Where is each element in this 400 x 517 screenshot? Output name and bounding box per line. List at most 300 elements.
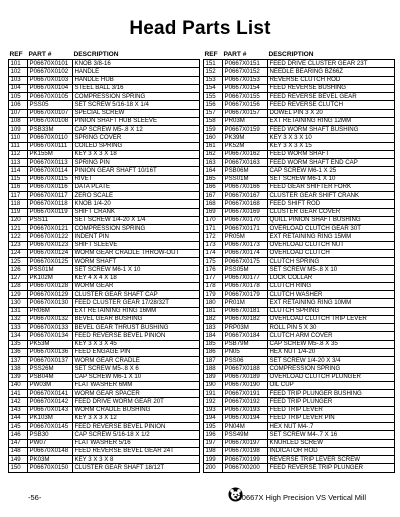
page-title: Head Parts List <box>129 18 271 39</box>
part-number-cell: P06670X0104 <box>28 84 73 92</box>
part-number-cell: P0667X0154 <box>223 84 268 92</box>
table-row <box>204 60 395 68</box>
part-number-cell: P06670X0143 <box>28 406 73 414</box>
description-cell: FEED TRIP LEVER <box>268 406 395 414</box>
part-number-cell: P06670X0117 <box>28 192 73 200</box>
table-row <box>204 464 395 472</box>
part-number-cell: P06670X0129 <box>28 291 73 299</box>
description-cell: KEY 3 X 3 X 18 <box>73 150 200 158</box>
ref-cell: 172 <box>204 233 223 241</box>
ref-cell: 193 <box>204 406 223 414</box>
ref-cell: 138 <box>9 365 28 373</box>
description-cell: FEED DRIVE WORM GEAR 20T <box>73 398 200 406</box>
column-header-ref: REF <box>204 51 218 59</box>
ref-cell: 152 <box>204 68 223 76</box>
table-row <box>9 431 200 439</box>
ref-cell: 111 <box>9 142 28 150</box>
ref-cell: 165 <box>204 175 223 183</box>
description-cell: CAP SCREW 5/16-18 X 1/2 <box>73 431 200 439</box>
table-row <box>204 249 395 257</box>
part-number-cell: P0667X0152 <box>223 68 268 76</box>
part-number-cell: PRP03M <box>223 324 268 332</box>
part-number-cell: PR01M <box>223 299 268 307</box>
part-number-cell: PK39M <box>223 134 268 142</box>
part-number-cell: PSS01M <box>223 175 268 183</box>
table-row <box>9 315 200 323</box>
description-cell: SET SCREW M6-1 X 10 <box>73 266 200 274</box>
description-cell: CAP SCREW M6-1 X 10 <box>73 373 200 381</box>
part-number-cell: P0667X0166 <box>223 183 268 191</box>
description-cell: HEX NUT 1/4-20 <box>268 348 395 356</box>
ref-cell: 169 <box>204 208 223 216</box>
ref-cell: 124 <box>9 249 28 257</box>
description-cell: HEX NUT M4-.7 <box>268 423 395 431</box>
description-cell: CLUTCH ARM COVER <box>268 332 395 340</box>
part-number-cell: P0667X0151 <box>223 60 268 68</box>
table-row <box>9 117 200 125</box>
part-number-cell: PSS05 <box>28 101 73 109</box>
table-row <box>9 109 200 117</box>
ref-cell: 175 <box>204 258 223 266</box>
part-number-cell: PW03M <box>28 381 73 389</box>
part-number-cell: P06670X0124 <box>28 249 73 257</box>
part-number-cell: P06670X0142 <box>28 398 73 406</box>
description-cell: WORM SHAFT <box>73 258 200 266</box>
description-cell: KEY 3 X 3 X 8 <box>73 456 200 464</box>
table-row <box>204 373 395 381</box>
description-cell: KNURLED SCREW <box>268 439 395 447</box>
description-cell: WORM GEAR CRADLE THROW-OUT <box>73 249 200 257</box>
table-row <box>9 373 200 381</box>
table-row <box>204 307 395 315</box>
table-row <box>204 150 395 158</box>
description-cell: LOCK COLLAR <box>268 274 395 282</box>
description-cell: EXT RETAINING RING 10MM <box>268 299 395 307</box>
part-number-cell: P06670X0150 <box>28 464 73 472</box>
part-number-cell: P06670X0110 <box>28 134 73 142</box>
table-row <box>9 150 200 158</box>
ref-cell: 163 <box>204 159 223 167</box>
table-row <box>9 423 200 431</box>
description-cell: CLUTCH SPRING <box>268 307 395 315</box>
table-row <box>204 225 395 233</box>
table-row <box>204 414 395 422</box>
part-number-cell: P06670X0123 <box>28 241 73 249</box>
table-row <box>204 332 395 340</box>
description-cell: HANDLE <box>73 68 200 76</box>
part-number-cell: P0667X0162 <box>223 150 268 158</box>
description-cell: FEED REVERSE BUSHING <box>268 84 395 92</box>
table-row <box>9 274 200 282</box>
table-row <box>204 216 395 224</box>
part-number-cell: P0667X0178 <box>223 282 268 290</box>
description-cell: KEY 3 X 3 X 10 <box>268 134 395 142</box>
description-cell: CAP SCREW M5-.8 X 12 <box>73 126 200 134</box>
ref-cell: 160 <box>204 134 223 142</box>
description-cell: OVERLOAD CLUTCH NUT <box>268 241 395 249</box>
description-cell: SET SCREW 1/4-20 X 1/4 <box>73 216 200 224</box>
part-number-cell: P0667X0184 <box>223 332 268 340</box>
part-number-cell: P06670X0122 <box>28 233 73 241</box>
table-row <box>204 357 395 365</box>
table-row <box>9 241 200 249</box>
page-footer <box>0 491 400 507</box>
part-number-cell: PSS49M <box>223 431 268 439</box>
table-row <box>204 200 395 208</box>
part-number-cell: P0667X0155 <box>223 93 268 101</box>
table-row <box>204 101 395 109</box>
part-number-cell: P0667X0200 <box>223 464 268 472</box>
description-cell: SET SCREW 5/16-18 X 1/4 <box>73 101 200 109</box>
part-number-cell: P06670X0121 <box>28 225 73 233</box>
ref-cell: 157 <box>204 109 223 117</box>
parts-table-right <box>203 50 395 473</box>
ref-cell: 173 <box>204 241 223 249</box>
ref-cell: 190 <box>204 381 223 389</box>
ref-cell: 127 <box>9 274 28 282</box>
part-number-cell: P0667X0157 <box>223 109 268 117</box>
description-cell: FEED REVERSE BEVEL PINION <box>73 332 200 340</box>
ref-cell: 131 <box>9 307 28 315</box>
column-header-description: DESCRIPTION <box>268 51 314 59</box>
table-row <box>204 68 395 76</box>
table-row <box>204 233 395 241</box>
table-row <box>204 126 395 134</box>
description-cell: SET SCREW 1/4-20 X 3/4 <box>268 357 395 365</box>
description-cell: PINION GEAR SHAFT 10/16T <box>73 167 200 175</box>
part-number-cell: P0667X0171 <box>223 225 268 233</box>
ref-cell: 134 <box>9 332 28 340</box>
part-number-cell: P0667X0177 <box>223 274 268 282</box>
part-number-cell: P0667X0163 <box>223 159 268 167</box>
footer-model-text: G0667X High Precision VS Vertical Mill <box>235 493 366 502</box>
part-number-cell: P06670X0148 <box>28 447 73 455</box>
description-cell: COILED SPRING <box>73 142 200 150</box>
ref-cell: 125 <box>9 258 28 266</box>
description-cell: FEED SHIFT ROD <box>268 200 395 208</box>
part-number-cell: P0667X0174 <box>223 249 268 257</box>
description-cell: DOWEL PIN 3 X 20 <box>268 109 395 117</box>
ref-cell: 107 <box>9 109 28 117</box>
column-header-description: DESCRIPTION <box>73 51 119 59</box>
table-row <box>9 258 200 266</box>
part-number-cell: P0667X0182 <box>223 315 268 323</box>
ref-cell: 121 <box>9 225 28 233</box>
description-cell: BEVEL GEAR THRUST BUSHING <box>73 324 200 332</box>
column-header-part: PART # <box>28 51 52 59</box>
parts-table-left <box>8 50 200 473</box>
ref-cell: 113 <box>9 159 28 167</box>
table-row <box>204 167 395 175</box>
table-row <box>204 406 395 414</box>
ref-cell: 154 <box>204 84 223 92</box>
ref-cell: 109 <box>9 126 28 134</box>
part-number-cell: PR06M <box>28 307 73 315</box>
ref-cell: 181 <box>204 307 223 315</box>
table-row <box>9 76 200 84</box>
table-row <box>204 324 395 332</box>
part-number-cell: PSB04M <box>28 373 73 381</box>
ref-cell: 188 <box>204 365 223 373</box>
ref-cell: 140 <box>9 381 28 389</box>
part-number-cell: P06670X0125 <box>28 258 73 266</box>
ref-cell: 105 <box>9 93 28 101</box>
part-number-cell: P06670X0133 <box>28 324 73 332</box>
ref-cell: 136 <box>9 348 28 356</box>
description-cell: FLAT WASHER 6MM <box>73 381 200 389</box>
description-cell: FEED WORM SHAFT BUSHING <box>268 126 395 134</box>
table-row <box>204 159 395 167</box>
ref-cell: 112 <box>9 150 28 158</box>
part-number-cell: PSS05M <box>223 266 268 274</box>
table-row <box>9 200 200 208</box>
table-row <box>9 291 200 299</box>
table-row <box>9 381 200 389</box>
ref-cell: 192 <box>204 398 223 406</box>
part-number-cell: P06670X0136 <box>28 348 73 356</box>
description-cell: SET SCREW M4-.7 X 16 <box>268 431 395 439</box>
part-number-cell: P06670X0134 <box>28 332 73 340</box>
description-cell: ROLL PIN 5 X 30 <box>268 324 395 332</box>
table-row <box>9 60 200 68</box>
description-cell: KNOB 3/8-16 <box>73 60 200 68</box>
description-cell: HANDLE HUB <box>73 76 200 84</box>
ref-cell: 150 <box>9 464 28 472</box>
ref-cell: 117 <box>9 192 28 200</box>
table-row <box>204 93 395 101</box>
description-cell: COMPRESSION SPRING <box>268 365 395 373</box>
description-cell: OVERLOAD CLUTCH <box>268 249 395 257</box>
table-row <box>204 282 395 290</box>
ref-cell: 103 <box>9 76 28 84</box>
description-cell: FEED REVERSE CLUTCH <box>268 101 395 109</box>
table-row <box>9 68 200 76</box>
description-cell: FLAT WASHER 5/16 <box>73 439 200 447</box>
ref-cell: 183 <box>204 324 223 332</box>
table-row <box>204 192 395 200</box>
ref-cell: 184 <box>204 332 223 340</box>
table-row <box>9 398 200 406</box>
part-number-cell: P06670X0111 <box>28 142 73 150</box>
description-cell: SHIFT CRANK <box>73 208 200 216</box>
part-number-cell: P0667X0159 <box>223 126 268 134</box>
ref-cell: 195 <box>204 423 223 431</box>
table-row <box>9 414 200 422</box>
description-cell: FEED GEAR SHIFTER FORK <box>268 183 395 191</box>
description-cell: REVERSE CLUTCH ROD <box>268 76 395 84</box>
table-row <box>204 340 395 348</box>
table-row <box>204 439 395 447</box>
ref-cell: 147 <box>9 439 28 447</box>
ref-cell: 155 <box>204 93 223 101</box>
part-number-cell: P0667X0191 <box>223 390 268 398</box>
ref-cell: 132 <box>9 315 28 323</box>
ref-cell: 130 <box>9 299 28 307</box>
ref-cell: 174 <box>204 249 223 257</box>
description-cell: FEED REVERSE BEVEL GEAR <box>268 93 395 101</box>
ref-cell: 129 <box>9 291 28 299</box>
ref-cell: 199 <box>204 456 223 464</box>
ref-cell: 176 <box>204 266 223 274</box>
table-row <box>204 183 395 191</box>
description-cell: CLUTCH WASHER <box>268 291 395 299</box>
ref-cell: 170 <box>204 216 223 224</box>
part-number-cell: P06670X0113 <box>28 159 73 167</box>
part-number-cell: P06670X0118 <box>28 200 73 208</box>
description-cell: RIVET <box>73 175 200 183</box>
ref-cell: 144 <box>9 414 28 422</box>
table-row <box>9 332 200 340</box>
description-cell: KEY 4 X 4 X 18 <box>73 274 200 282</box>
ref-cell: 122 <box>9 233 28 241</box>
part-number-cell: PK155M <box>28 150 73 158</box>
part-number-cell: P0667X0170 <box>223 216 268 224</box>
table-header-row <box>9 50 200 60</box>
part-number-cell: P0667X0199 <box>223 456 268 464</box>
table-row <box>204 365 395 373</box>
table-row <box>9 192 200 200</box>
table-row <box>9 84 200 92</box>
part-number-cell: P06670X0141 <box>28 390 73 398</box>
table-row <box>9 142 200 150</box>
table-row <box>9 282 200 290</box>
ref-cell: 166 <box>204 183 223 191</box>
ref-cell: 123 <box>9 241 28 249</box>
ref-cell: 102 <box>9 68 28 76</box>
description-cell: INDICATOR ROD <box>268 447 395 455</box>
ref-cell: 151 <box>204 60 223 68</box>
description-cell: FEED TRIP LEVER PIN <box>268 414 395 422</box>
part-number-cell: P06670X0107 <box>28 109 73 117</box>
description-cell: SET SCREW M6-1 X 10 <box>268 175 395 183</box>
ref-cell: 179 <box>204 291 223 299</box>
ref-cell: 159 <box>204 126 223 134</box>
description-cell: CLUSTER GEAR SHAFT 18/12T <box>73 464 200 472</box>
table-row <box>9 216 200 224</box>
ref-cell: 197 <box>204 439 223 447</box>
description-cell: WORM GEAR <box>73 282 200 290</box>
table-row <box>9 357 200 365</box>
table-header-row <box>204 50 395 60</box>
table-row <box>204 274 395 282</box>
ref-cell: 108 <box>9 117 28 125</box>
description-cell: FEED TRIP PLUNGER BUSHING <box>268 390 395 398</box>
part-number-cell: P0667X0153 <box>223 76 268 84</box>
part-number-cell: P06670X0116 <box>28 183 73 191</box>
ref-cell: 115 <box>9 175 28 183</box>
part-number-cell: P06670X0119 <box>28 208 73 216</box>
part-number-cell: PSB06M <box>223 167 268 175</box>
ref-cell: 177 <box>204 274 223 282</box>
ref-cell: 167 <box>204 192 223 200</box>
description-cell: SET SCREW M5-.8 X 6 <box>73 365 200 373</box>
part-number-cell: P06670X0102 <box>28 68 73 76</box>
part-number-cell: PK102M <box>28 274 73 282</box>
ref-cell: 143 <box>9 406 28 414</box>
description-cell: SET SCREW M5-.8 X 10 <box>268 266 395 274</box>
ref-cell: 116 <box>9 183 28 191</box>
table-row <box>204 117 395 125</box>
ref-cell: 120 <box>9 216 28 224</box>
description-cell: ZERO SCALE <box>73 192 200 200</box>
table-row <box>9 390 200 398</box>
description-cell: FEED REVERSE BEVEL GEAR 24T <box>73 447 200 455</box>
description-cell: EXT RETAINING RING 15MM <box>268 233 395 241</box>
ref-cell: 119 <box>9 208 28 216</box>
ref-cell: 128 <box>9 282 28 290</box>
description-cell: STEEL BALL 3/16 <box>73 84 200 92</box>
table-row <box>9 307 200 315</box>
description-cell: CLUSTER GEAR SHAFT CAP <box>73 291 200 299</box>
ref-cell: 191 <box>204 390 223 398</box>
description-cell: COMPRESSION SPRING <box>73 93 200 101</box>
description-cell: INDENT PIN <box>73 233 200 241</box>
table-row <box>204 109 395 117</box>
table-row <box>9 225 200 233</box>
part-number-cell: P0667X0189 <box>223 373 268 381</box>
part-number-cell: P0667X0156 <box>223 101 268 109</box>
ref-cell: 186 <box>204 348 223 356</box>
part-number-cell: PN04M <box>223 423 268 431</box>
ref-cell: 137 <box>9 357 28 365</box>
table-row <box>204 431 395 439</box>
table-row <box>204 76 395 84</box>
ref-cell: 156 <box>204 101 223 109</box>
description-cell: CLUSTER GEAR SHIFT CRANK <box>268 192 395 200</box>
part-number-cell: P06670X0130 <box>28 299 73 307</box>
part-number-cell: PSS26M <box>28 365 73 373</box>
part-number-cell: PK53M <box>28 340 73 348</box>
part-number-cell: PSB30 <box>28 431 73 439</box>
table-row <box>9 208 200 216</box>
description-cell: FEED WORM SHAFT END CAP <box>268 159 395 167</box>
table-row <box>9 324 200 332</box>
part-number-cell: P0667X0169 <box>223 208 268 216</box>
part-number-cell: P06670X0115 <box>28 175 73 183</box>
part-number-cell: P0667X0175 <box>223 258 268 266</box>
part-number-cell: PW07 <box>28 439 73 447</box>
ref-cell: 141 <box>9 390 28 398</box>
table-row <box>9 249 200 257</box>
column-header-ref: REF <box>9 51 23 59</box>
table-row <box>204 348 395 356</box>
ref-cell: 185 <box>204 340 223 348</box>
description-cell: OIL CUP <box>268 381 395 389</box>
table-row <box>204 447 395 455</box>
ref-cell: 162 <box>204 150 223 158</box>
description-cell: CLUTCH SPRING <box>268 258 395 266</box>
part-number-cell: PK03M <box>28 456 73 464</box>
part-number-cell: P06670X0101 <box>28 60 73 68</box>
table-row <box>9 93 200 101</box>
part-number-cell: P0667X0190 <box>223 381 268 389</box>
ref-cell: 118 <box>9 200 28 208</box>
part-number-cell: P06670X0103 <box>28 76 73 84</box>
description-cell: KEY 3 X 3 X 15 <box>268 142 395 150</box>
table-row <box>9 126 200 134</box>
table-row <box>9 365 200 373</box>
ref-cell: 146 <box>9 431 28 439</box>
ref-cell: 158 <box>204 117 223 125</box>
ref-cell: 148 <box>9 447 28 455</box>
table-row <box>9 464 200 472</box>
table-row <box>204 175 395 183</box>
table-row <box>204 315 395 323</box>
part-number-cell: P0667X0198 <box>223 447 268 455</box>
table-row <box>9 183 200 191</box>
table-row <box>9 159 200 167</box>
table-row <box>204 390 395 398</box>
